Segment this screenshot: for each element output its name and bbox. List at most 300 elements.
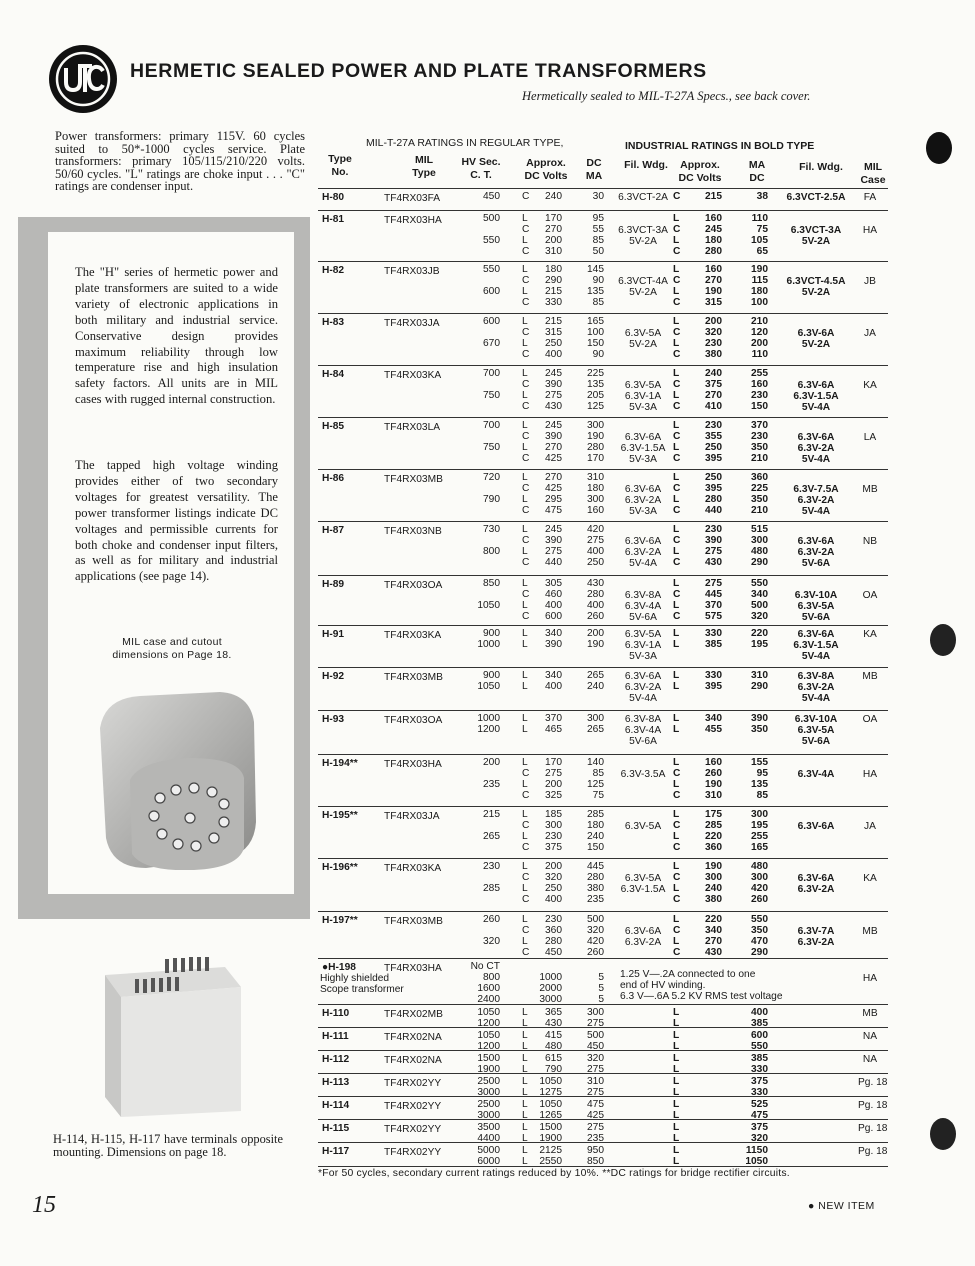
ind-input-type: L xyxy=(673,472,680,483)
ind-input-type: L xyxy=(673,494,680,505)
ind-input-type: L xyxy=(673,1099,680,1110)
ind-input-type: L xyxy=(673,936,680,947)
ind-input-type: C xyxy=(673,379,681,390)
dc-volts: 200 xyxy=(545,779,562,790)
mil-case: Pg. 18 xyxy=(858,1100,888,1111)
ind-input-type: L xyxy=(673,390,680,401)
row-note: 1.25 V—.2A connected to one end of HV winding. 6.3 V—.6A 5.2 KV RMS test voltage xyxy=(620,969,783,1002)
mil-case: HA xyxy=(862,973,878,984)
type-number: H-80 xyxy=(322,192,345,203)
table-row xyxy=(318,188,888,211)
dc-ma: 225 xyxy=(587,368,604,379)
mil-case: KA xyxy=(863,629,877,640)
dc-volts: 615 xyxy=(545,1053,562,1064)
mil-type: TF4RX02YY xyxy=(384,1101,442,1112)
ind-ma: 350 xyxy=(751,494,768,505)
dc-ma: 190 xyxy=(587,639,604,650)
ind-input-type: C xyxy=(673,297,681,308)
ind-dc-volts: 270 xyxy=(705,390,722,401)
dc-volts: 315 xyxy=(545,327,562,338)
dc-ma: 950 xyxy=(587,1145,604,1156)
ind-input-type: L xyxy=(673,681,680,692)
dc-ma: 90 xyxy=(592,349,604,360)
ind-ma: 360 xyxy=(751,472,768,483)
hv-value: 500 xyxy=(483,213,500,224)
input-type: L xyxy=(522,1087,528,1098)
ind-input-type: C xyxy=(673,224,681,235)
mil-case: Pg. 18 xyxy=(858,1123,888,1134)
table-row xyxy=(318,210,888,262)
mil-case: JA xyxy=(864,821,876,832)
input-type: L xyxy=(522,472,528,483)
ind-fil-winding: 6.3V-7A 6.3V-2A xyxy=(797,926,835,948)
ind-input-type: L xyxy=(673,1122,680,1133)
ind-dc-volts: 220 xyxy=(705,831,722,842)
dc-volts: 1500 xyxy=(539,1122,562,1133)
ind-ma: 210 xyxy=(751,505,768,516)
table-row xyxy=(318,1004,888,1028)
ind-input-type: C xyxy=(673,483,681,494)
ind-input-type: C xyxy=(673,768,681,779)
dc-volts: 1000 xyxy=(539,972,562,983)
fil-winding: 6.3V-6A 6.3V-2A 5V-3A xyxy=(624,484,662,517)
type-number: H-115 xyxy=(322,1123,350,1134)
ind-input-type: C xyxy=(673,275,681,286)
fil-winding: 6.3VCT-4A 5V-2A xyxy=(618,276,668,298)
dc-volts: 390 xyxy=(545,535,562,546)
mil-type: TF4RX03KA xyxy=(384,863,442,874)
input-type: C xyxy=(522,947,530,958)
input-type: L xyxy=(522,1122,528,1133)
header-group-bold: INDUSTRIAL RATINGS IN BOLD TYPE xyxy=(625,140,815,152)
dc-volts: 310 xyxy=(545,246,562,257)
ind-input-type: C xyxy=(673,925,681,936)
ind-input-type: L xyxy=(673,1087,680,1098)
ind-ma: 155 xyxy=(751,757,768,768)
fil-winding: 6.3V-5A 5V-2A xyxy=(624,328,662,350)
ind-ma: 370 xyxy=(751,420,768,431)
hv-value: 1200 xyxy=(477,724,500,735)
table-row xyxy=(318,1119,888,1143)
ind-ma: 550 xyxy=(751,914,768,925)
hv-value: 3000 xyxy=(477,1110,500,1121)
ind-fil-winding: 6.3V-6A 6.3V-1.5A 5V-4A xyxy=(793,629,839,662)
input-type: C xyxy=(522,894,530,905)
hv-value: 285 xyxy=(483,883,500,894)
input-type: L xyxy=(522,546,528,557)
hv-value: 1050 xyxy=(477,600,500,611)
ind-input-type: C xyxy=(673,790,681,801)
header-group-regular: MIL-T-27A RATINGS IN REGULAR TYPE, xyxy=(366,137,564,149)
table-row xyxy=(318,1027,888,1051)
hv-value: 320 xyxy=(483,936,500,947)
input-type: L xyxy=(522,1145,528,1156)
ind-ma: 350 xyxy=(751,442,768,453)
dc-ma: 265 xyxy=(587,670,604,681)
ind-ma: 330 xyxy=(751,1064,768,1075)
mil-case: NA xyxy=(862,1054,878,1065)
type-number: ●H-198 xyxy=(322,962,356,973)
ind-input-type: L xyxy=(673,757,680,768)
dc-ma: 50 xyxy=(592,246,604,257)
input-type: C xyxy=(522,768,530,779)
hv-value: 550 xyxy=(483,235,500,246)
ind-ma: 255 xyxy=(751,368,768,379)
ind-ma: 230 xyxy=(751,431,768,442)
dc-volts: 230 xyxy=(545,831,562,842)
ind-input-type: L xyxy=(673,1133,680,1144)
ind-ma: 85 xyxy=(756,790,768,801)
dc-volts: 460 xyxy=(545,589,562,600)
type-number: H-111 xyxy=(322,1031,349,1042)
ind-dc-volts: 220 xyxy=(705,914,722,925)
table-row xyxy=(318,710,888,755)
dc-ma: 135 xyxy=(587,286,604,297)
dc-ma: 200 xyxy=(587,628,604,639)
fil-winding: 6.3V-6A 6.3V-2A xyxy=(624,926,662,948)
hv-value: 700 xyxy=(483,420,500,431)
table-row xyxy=(318,754,888,807)
dc-ma: 320 xyxy=(587,1053,604,1064)
dc-ma: 240 xyxy=(587,831,604,842)
dc-ma: 135 xyxy=(587,379,604,390)
ind-input-type: L xyxy=(673,1018,680,1029)
hv-value: 720 xyxy=(483,472,500,483)
dc-volts: 300 xyxy=(545,820,562,831)
ind-dc-volts: 320 xyxy=(705,327,722,338)
dc-ma: 150 xyxy=(587,338,604,349)
ind-ma: 200 xyxy=(751,338,768,349)
binder-hole xyxy=(926,132,952,164)
dc-ma: 430 xyxy=(587,578,604,589)
ind-ma: 110 xyxy=(751,349,768,360)
mil-case: KA xyxy=(863,873,877,884)
ind-input-type: L xyxy=(673,724,680,735)
ind-dc-volts: 575 xyxy=(705,611,722,622)
dc-volts: 1265 xyxy=(539,1110,562,1121)
type-number: H-82 xyxy=(322,265,345,276)
ind-dc-volts: 230 xyxy=(705,420,722,431)
dc-volts: 275 xyxy=(545,546,562,557)
ind-input-type: L xyxy=(673,1145,680,1156)
input-type: C xyxy=(522,611,530,622)
mil-type: TF4RX03HA xyxy=(384,963,442,974)
column-mil-type: MIL Type xyxy=(412,154,436,179)
fil-winding: 6.3V-5A 6.3V-1.5A xyxy=(620,873,666,895)
dc-ma: 145 xyxy=(587,264,604,275)
ind-ma: 600 xyxy=(751,1030,768,1041)
input-type: L xyxy=(522,600,528,611)
mil-case: LA xyxy=(863,432,877,443)
ind-ma: 385 xyxy=(751,1053,768,1064)
dc-ma: 100 xyxy=(587,327,604,338)
input-type: L xyxy=(522,1007,528,1018)
ind-dc-volts: 310 xyxy=(705,790,722,801)
input-type: C xyxy=(522,842,530,853)
ind-ma: 550 xyxy=(751,1041,768,1052)
mil-type: TF4RX03NB xyxy=(384,526,442,537)
mil-case: FA xyxy=(863,192,877,203)
ind-ma: 220 xyxy=(751,628,768,639)
input-type: C xyxy=(522,557,530,568)
type-number: H-112 xyxy=(322,1054,350,1065)
type-number: H-81 xyxy=(322,214,345,225)
ind-input-type: L xyxy=(673,442,680,453)
input-type: L xyxy=(522,681,528,692)
dc-ma: 275 xyxy=(587,535,604,546)
hv-value: 550 xyxy=(483,264,500,275)
type-number: H-92 xyxy=(322,671,345,682)
ind-fil-winding: 6.3V-6A 6.3V-2A xyxy=(797,873,835,895)
description-paragraph-1: The "H" series of hermetic power and plate transformers are suited to a wide variety of electronic applications in both military and industrial service. Conservative design provides maximum reliability through low temperature rise and high insulation safety factors. All units are in MIL cases with rugged internal construction. xyxy=(75,265,278,407)
hv-value: 700 xyxy=(483,368,500,379)
ind-input-type: L xyxy=(673,578,680,589)
ind-dc-volts: 160 xyxy=(705,213,722,224)
dc-volts: 430 xyxy=(545,1018,562,1029)
ind-input-type: C xyxy=(673,505,681,516)
ind-dc-volts: 230 xyxy=(705,338,722,349)
dc-volts: 240 xyxy=(545,191,562,202)
input-type: L xyxy=(522,213,528,224)
dc-volts: 275 xyxy=(545,768,562,779)
dc-volts: 200 xyxy=(545,235,562,246)
dc-volts: 290 xyxy=(545,275,562,286)
dc-volts: 340 xyxy=(545,628,562,639)
type-number: H-87 xyxy=(322,525,345,536)
input-type: C xyxy=(522,431,530,442)
table-row xyxy=(318,417,888,470)
hv-value: 600 xyxy=(483,286,500,297)
ind-ma: 180 xyxy=(751,286,768,297)
dc-ma: 250 xyxy=(587,557,604,568)
input-type: C xyxy=(522,327,530,338)
utc-logo xyxy=(48,44,118,114)
dc-volts: 400 xyxy=(545,681,562,692)
binder-hole xyxy=(930,1118,956,1150)
ind-input-type: C xyxy=(673,872,681,883)
ind-dc-volts: 160 xyxy=(705,757,722,768)
mil-case: HA xyxy=(862,769,878,780)
dc-ma: 265 xyxy=(587,724,604,735)
ind-input-type: L xyxy=(673,420,680,431)
intro-paragraph: Power transformers: primary 115V. 60 cycles suited to 50*-1000 cycles service. Plate transformers: primary 105/115/210/220 volts. 50/60 cycles. "L" ratings are choke input . . . "C" ratings are condenser input. xyxy=(55,129,305,193)
mil-type: TF4RX03JB xyxy=(384,266,440,277)
ind-input-type: L xyxy=(673,628,680,639)
input-type: L xyxy=(522,1053,528,1064)
dc-ma: 300 xyxy=(587,1007,604,1018)
hv-value: 1200 xyxy=(477,1041,500,1052)
mil-case: Pg. 18 xyxy=(858,1077,888,1088)
mil-case: HA xyxy=(862,225,878,236)
table-row xyxy=(318,365,888,418)
hv-value: 730 xyxy=(483,524,500,535)
dc-volts: 325 xyxy=(545,790,562,801)
dc-ma: 85 xyxy=(592,768,604,779)
input-type: C xyxy=(522,379,530,390)
dc-volts: 330 xyxy=(545,297,562,308)
transformer-photo-2 xyxy=(95,945,250,1120)
ind-ma: 290 xyxy=(751,947,768,958)
input-type: L xyxy=(522,1110,528,1121)
type-number: H-85 xyxy=(322,421,345,432)
ind-ma: 420 xyxy=(751,883,768,894)
hv-value: 1050 xyxy=(477,681,500,692)
table-row xyxy=(318,858,888,912)
transformer-photo xyxy=(90,688,260,870)
ind-input-type: L xyxy=(673,639,680,650)
dc-volts: 480 xyxy=(545,1041,562,1052)
input-type: L xyxy=(522,757,528,768)
table-header xyxy=(322,137,890,187)
mil-case: NA xyxy=(862,1031,878,1042)
input-type: L xyxy=(522,390,528,401)
ind-input-type: L xyxy=(673,546,680,557)
binder-hole xyxy=(930,624,956,656)
mil-type: TF4RX03LA xyxy=(384,422,441,433)
ind-dc-volts: 440 xyxy=(705,505,722,516)
input-type: L xyxy=(522,420,528,431)
dc-volts: 270 xyxy=(545,224,562,235)
ind-dc-volts: 445 xyxy=(705,589,722,600)
dc-ma: 5 xyxy=(598,983,604,994)
ind-ma: 150 xyxy=(751,401,768,412)
dc-volts: 390 xyxy=(545,639,562,650)
fil-winding: 6.3VCT-3A 5V-2A xyxy=(618,225,668,247)
dc-volts: 245 xyxy=(545,368,562,379)
mil-type: TF4RX03HA xyxy=(384,759,442,770)
ind-ma: 320 xyxy=(751,1133,768,1144)
hv-value: 1000 xyxy=(477,713,500,724)
dc-ma: 275 xyxy=(587,1122,604,1133)
mil-type: TF4RX03OA xyxy=(384,715,443,726)
mil-type: TF4RX02NA xyxy=(384,1032,442,1043)
dc-ma: 475 xyxy=(587,1099,604,1110)
ind-input-type: C xyxy=(673,820,681,831)
dc-ma: 190 xyxy=(587,431,604,442)
column-ind-dc-volts: Approx. DC Volts xyxy=(678,159,722,184)
hv-value: 1000 xyxy=(477,639,500,650)
dc-ma: 400 xyxy=(587,600,604,611)
input-type: L xyxy=(522,316,528,327)
ind-ma: 350 xyxy=(751,724,768,735)
hv-value: 1900 xyxy=(477,1064,500,1075)
dc-volts: 430 xyxy=(545,401,562,412)
mil-type: TF4RX03HA xyxy=(384,215,442,226)
dc-ma: 310 xyxy=(587,1076,604,1087)
mil-type: TF4RX03KA xyxy=(384,630,442,641)
mil-case: JA xyxy=(864,328,876,339)
input-type: L xyxy=(522,235,528,246)
dc-volts: 390 xyxy=(545,379,562,390)
dc-volts: 1275 xyxy=(539,1087,562,1098)
hv-value: 1050 xyxy=(477,1007,500,1018)
ind-dc-volts: 355 xyxy=(705,431,722,442)
ind-input-type: L xyxy=(673,713,680,724)
mil-case: Pg. 18 xyxy=(858,1146,888,1157)
dc-ma: 55 xyxy=(592,224,604,235)
ind-ma: 375 xyxy=(751,1076,768,1087)
dc-volts: 215 xyxy=(545,316,562,327)
dc-volts: 370 xyxy=(545,713,562,724)
ind-input-type: L xyxy=(673,1110,680,1121)
table-row xyxy=(318,911,888,959)
input-type: C xyxy=(522,224,530,235)
ind-ma: 255 xyxy=(751,831,768,842)
type-number: H-197** xyxy=(322,915,358,926)
ind-dc-volts: 240 xyxy=(705,368,722,379)
fil-winding: 6.3V-3.5A xyxy=(620,769,666,780)
fil-winding: 6.3V-5A 6.3V-1A 5V-3A xyxy=(624,629,662,662)
dc-volts: 400 xyxy=(545,894,562,905)
ind-ma: 100 xyxy=(751,297,768,308)
ind-input-type: C xyxy=(673,894,681,905)
table-row xyxy=(318,1050,888,1074)
dc-volts: 2550 xyxy=(539,1156,562,1167)
ind-input-type: L xyxy=(673,286,680,297)
fil-winding: 6.3V-6A 6.3V-2A 5V-4A xyxy=(624,536,662,569)
dc-volts: 400 xyxy=(545,600,562,611)
ind-dc-volts: 175 xyxy=(705,809,722,820)
dc-volts: 250 xyxy=(545,338,562,349)
input-type: L xyxy=(522,1133,528,1144)
table-row xyxy=(318,806,888,859)
ind-ma: 475 xyxy=(751,1110,768,1121)
dc-ma: 85 xyxy=(592,297,604,308)
ind-input-type: L xyxy=(673,213,680,224)
dc-ma: 5 xyxy=(598,994,604,1005)
fil-winding: 6.3V-8A 6.3V-4A 5V-6A xyxy=(624,590,662,623)
dc-volts: 200 xyxy=(545,861,562,872)
ind-ma: 290 xyxy=(751,557,768,568)
type-number: H-83 xyxy=(322,317,345,328)
ind-ma: 500 xyxy=(751,600,768,611)
ind-dc-volts: 315 xyxy=(705,297,722,308)
dc-ma: 180 xyxy=(587,483,604,494)
dc-volts: 475 xyxy=(545,505,562,516)
ind-input-type: L xyxy=(673,316,680,327)
ind-input-type: C xyxy=(673,246,681,257)
ind-ma: 195 xyxy=(751,639,768,650)
dc-volts: 465 xyxy=(545,724,562,735)
mil-case: MB xyxy=(862,484,878,495)
dc-ma: 300 xyxy=(587,494,604,505)
input-type: C xyxy=(522,820,530,831)
ind-ma: 390 xyxy=(751,713,768,724)
ind-ma: 385 xyxy=(751,1018,768,1029)
ind-input-type: L xyxy=(673,914,680,925)
dc-ma: 400 xyxy=(587,546,604,557)
dc-ma: 500 xyxy=(587,1030,604,1041)
hv-value: 850 xyxy=(483,578,500,589)
dc-volts: 295 xyxy=(545,494,562,505)
column-dc-ma: DC MA xyxy=(585,157,603,182)
dc-ma: 150 xyxy=(587,842,604,853)
input-type: L xyxy=(522,442,528,453)
hv-value: 800 xyxy=(483,972,500,983)
type-number: H-93 xyxy=(322,714,345,725)
dc-ma: 300 xyxy=(587,420,604,431)
mil-type: TF4RX03JA xyxy=(384,318,440,329)
dc-ma: 260 xyxy=(587,947,604,958)
ind-dc-volts: 385 xyxy=(705,639,722,650)
footnote: *For 50 cycles, secondary current ratings reduced by 10%. **DC ratings for bridge rectifier circuits. xyxy=(318,1168,790,1179)
hv-value: 900 xyxy=(483,670,500,681)
page-number: 15 xyxy=(32,1192,56,1218)
input-type: C xyxy=(522,275,530,286)
ind-dc-volts: 200 xyxy=(705,316,722,327)
ind-ma: 320 xyxy=(751,611,768,622)
ind-fil-winding: 6.3V-6A 5V-2A xyxy=(797,328,835,350)
